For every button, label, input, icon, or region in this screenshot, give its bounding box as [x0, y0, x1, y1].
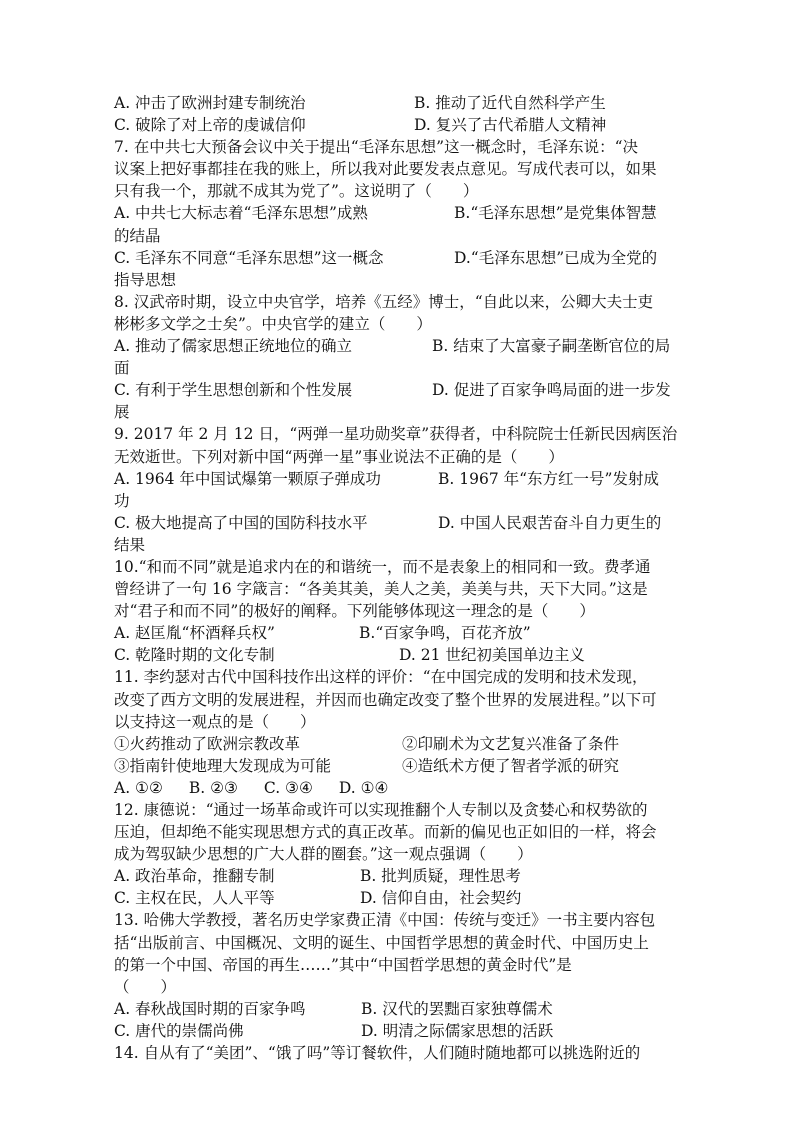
q12-option-b: B. 批判质疑，理性思考 [360, 867, 521, 886]
q7-stem-line: 7. 在中共七大预备会议中关于提出“毛泽东思想”这一概念时，毛泽东说：“决 [114, 138, 638, 157]
q10-option-a: A. 赵匡胤“杯酒释兵权” [114, 624, 275, 643]
q8-option-a: A. 推动了儒家思想正统地位的确立 [114, 337, 353, 356]
q8-option-b-cont: 面 [114, 359, 130, 378]
q8-option-b: B. 结束了大富豪子嗣垄断官位的局 [432, 337, 671, 356]
q11-choice-c: C. ③④ [263, 778, 313, 797]
q11-statement-2: ②印刷术为文艺复兴准备了条件 [402, 734, 620, 753]
q9-stem-line: 无效逝世。下列对新中国“两弹一星”事业说法不正确的是（ ） [114, 447, 564, 466]
q10-option-d: D. 21 世纪初美国单边主义 [399, 646, 585, 665]
q11-choice-a: A. ①② [114, 778, 163, 797]
q13-stem-line: 的第一个中国、帝国的再生……”其中“中国哲学思想的黄金时代”是 [114, 955, 572, 974]
q13-option-b: B. 汉代的罢黜百家独尊儒术 [361, 999, 553, 1018]
q13-stem-line: （ ） [114, 977, 177, 996]
q9-option-b-cont: 功 [114, 491, 130, 510]
q8-option-c: C. 有利于学生思想创新和个性发展 [114, 381, 353, 400]
q9-option-a: A. 1964 年中国试爆第一颗原子弹成功 [114, 469, 381, 488]
q10-option-b: B.“百家争鸣，百花齐放” [359, 624, 531, 643]
q9-option-d-cont: 结果 [114, 535, 146, 554]
q6-options-row-2 [114, 114, 684, 136]
q13-options-row-1 [114, 998, 684, 1020]
q7-stem-line: 议案上把好事都挂在我的账上，所以我对此要发表点意见。写成代表可以，如果 [114, 160, 657, 179]
q9-options-row-1 [114, 468, 684, 490]
q7-option-d: D.“毛泽东思想”已成为全党的 [454, 248, 658, 267]
q11-stem-line: 以支持这一观点的是（ ） [114, 712, 316, 731]
q13-options-row-2 [114, 1020, 684, 1042]
q12-options-row-1 [114, 865, 684, 887]
q13-option-c: C. 唐代的崇儒尚佛 [114, 1021, 244, 1040]
q7-stem-line: 只有我一个，那就不成其为党了”。这说明了（ ） [114, 182, 479, 201]
q10-stem-line: 10.“和而不同”就是追求内在的和谐统一，而不是表象上的相同和一致。费孝通 [114, 557, 651, 576]
q11-choice-b: B. ②③ [188, 778, 238, 797]
q10-stem-line: 曾经讲了一句 16 字箴言：“各美其美，美人之美，美美与共，天下大同。”这是 [114, 580, 648, 599]
q11-stem-line: 11. 李约瑟对古代中国科技作出这样的评价：“在中国完成的发明和技术发现， [114, 668, 648, 687]
q10-option-c: C. 乾隆时期的文化专制 [114, 646, 275, 665]
q6-option-c: C. 破除了对上帝的虔诚信仰 [114, 116, 306, 135]
q10-options-row-1 [114, 622, 684, 644]
q7-option-b: B.“毛泽东思想”是党集体智慧 [454, 204, 657, 223]
q12-option-a: A. 政治革命，推翻专制 [114, 867, 275, 886]
q9-stem-line: 9. 2017 年 2 月 12 日，“两弹一星功勋奖章”获得者，中科院院士任新民因病医治 [114, 425, 678, 444]
q7-option-c: C. 毛泽东不同意“毛泽东思想”这一概念 [114, 248, 384, 267]
q8-option-d-cont: 展 [114, 403, 130, 422]
q12-option-c: C. 主权在民，人人平等 [114, 889, 275, 908]
q14-stem-line: 14. 自从有了“美团”、“饿了吗”等订餐软件，人们随时随地都可以挑选附近的 [114, 1044, 641, 1063]
q11-stem-line: 改变了西方文明的发展进程，并因而也确定改变了整个世界的发展进程。”以下可 [114, 690, 657, 709]
q11-choices-row [114, 777, 684, 799]
q8-option-d: D. 促进了百家争鸣局面的进一步发 [432, 381, 671, 400]
q7-options-row-2 [114, 247, 684, 269]
q12-options-row-2 [114, 887, 684, 909]
q6-option-b: B. 推动了近代自然科学产生 [414, 94, 606, 112]
exam-page [114, 92, 684, 1064]
q7-option-d-cont: 指导思想 [114, 270, 177, 289]
q7-option-a: A. 中共七大标志着“毛泽东思想”成熟 [114, 204, 368, 223]
q8-options-row-1 [114, 335, 684, 357]
q8-stem-line: 彬彬多文学之士矣”。中央官学的建立（ ） [114, 314, 432, 333]
q12-stem-line: 12. 康德说：“通过一场革命或许可以实现推翻个人专制以及贪婪心和权势欲的 [114, 801, 648, 819]
q8-options-row-2 [114, 379, 684, 401]
q11-statement-3: ③指南针使地理大发现成为可能 [114, 756, 332, 775]
q8-stem-line: 8. 汉武帝时期，设立中央官学，培养《五经》博士，“自此以来，公卿大夫士吏 [114, 292, 654, 311]
q12-stem-line: 压迫，但却绝不能实现思想方式的真正改革。而新的偏见也正如旧的一样，将会 [114, 823, 657, 842]
q10-stem-line: 对“君子和而不同”的极好的阐释。下列能够体现这一理念的是（ ） [114, 602, 595, 621]
q10-options-row-2 [114, 644, 684, 666]
q13-option-d: D. 明清之际儒家思想的活跃 [361, 1021, 554, 1040]
q13-stem-line: 括“出版前言、中国概况、文明的诞生、中国哲学思想的黄金时代、中国历史上 [114, 933, 649, 952]
q9-option-b: B. 1967 年“东方红一号”发射成 [438, 469, 659, 488]
q11-statement-1: ①火药推动了欧洲宗教改革 [114, 734, 301, 753]
q9-option-c: C. 极大地提高了中国的国防科技水平 [114, 513, 368, 532]
q11-statements-row-2 [114, 755, 684, 777]
q12-stem-line: 成为驾驭缺少思想的广大人群的圈套。”这一观点强调（ ） [114, 845, 533, 864]
q13-stem-line: 13. 哈佛大学教授，著名历史学家费正清《中国：传统与变迁》一书主要内容包 [114, 911, 656, 930]
q9-options-row-2 [114, 512, 684, 534]
q13-option-a: A. 春秋战国时期的百家争鸣 [114, 999, 306, 1018]
q12-option-d: D. 信仰自由，社会契约 [360, 889, 522, 908]
q6-option-a: A. 冲击了欧洲封建专制统治 [114, 94, 306, 112]
q7-option-b-cont: 的结晶 [114, 226, 161, 245]
q7-options-row-1 [114, 202, 684, 224]
q9-option-d: D. 中国人民艰苦奋斗自力更生的 [438, 513, 662, 532]
q6-option-d: D. 复兴了古代希腊人文精神 [414, 116, 607, 135]
q11-statement-4: ④造纸术方便了智者学派的研究 [402, 756, 620, 775]
q11-statements-row-1 [114, 733, 684, 755]
q6-options-row-1 [114, 92, 684, 114]
q11-choice-d: D. ①④ [338, 778, 389, 797]
